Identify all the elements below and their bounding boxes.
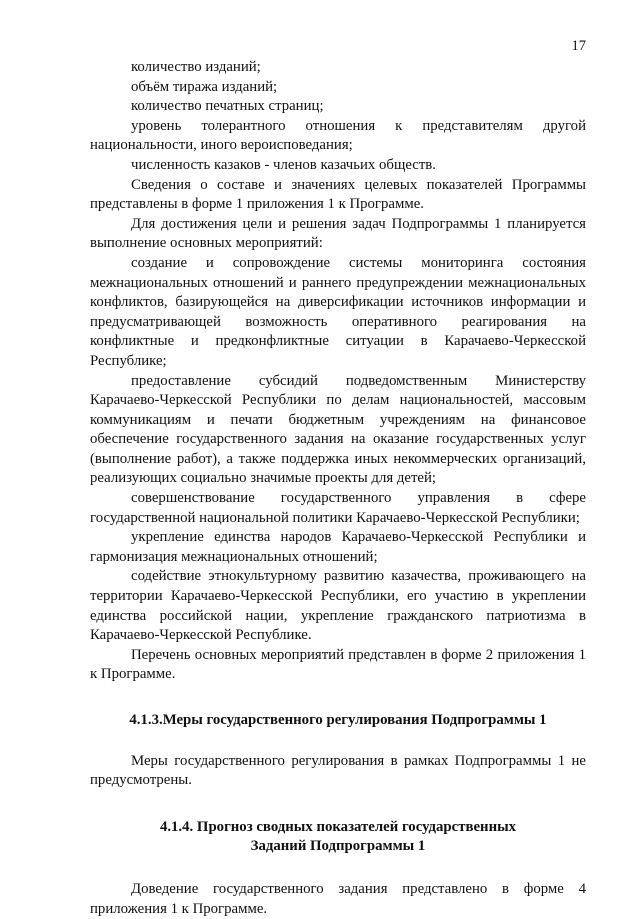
section-heading-4-1-3: 4.1.3.Меры государственного регулирования Подпрограммы 1: [129, 712, 547, 728]
paragraph: численность казаков - членов казачьих обществ.: [131, 156, 436, 173]
section-heading-4-1-4: [90, 818, 586, 857]
paragraph: количество печатных страниц;: [131, 98, 324, 115]
paragraph: уровень толерантного отношения к представителям другой национальности, иного вероисповедания;: [90, 117, 586, 154]
paragraph: количество изданий;: [131, 59, 261, 75]
paragraph: предоставление субсидий подведомственным Министерству Карачаево-Черкесской Республики по делам национальностей, массовым коммуникациям и печати бюджетным учреждениям на финансовое обеспечение государственного задания на оказание государственных услуг (выполнение работ), а также поддержка иных некоммерческих организаций, реализующих социально значимые проекты для детей;: [90, 372, 586, 487]
paragraph: Доведение государственного задания представлено в форме 4 приложения 1 к Программе.: [90, 880, 586, 917]
paragraph: укрепление единства народов Карачаево-Черкесской Республики и гармонизация межнациональных отношений;: [90, 529, 586, 565]
paragraph: создание и сопровождение системы мониторинга состояния межнациональных отношений и раннего предупреждении межнациональных конфликтов, базирующейся на диверсификации источников информации и предусматривающей возможность оперативного реагирования на конфликтные и предконфликтные ситуации в Карачаево-Черкесской Республике;: [90, 254, 586, 369]
paragraph: объём тиража изданий;: [131, 78, 278, 95]
paragraph: совершенствование государственного управления в сфере государственной национальной политики Карачаево-Черкесской Республики;: [90, 490, 586, 526]
paragraph: Сведения о составе и значениях целевых показателей Программы представлены в форме 1 приложения 1 к Программе.: [90, 176, 586, 213]
paragraph: Меры государственного регулирования в рамках Подпрограммы 1 не предусмотрены.: [90, 752, 586, 789]
page-number: 17: [571, 38, 586, 54]
paragraph: содействие этнокультурному развитию казачества, проживающего на территории Карачаево-Черкесской Республики, его участию в укреплении единства российской нации, укрепление гражданского патриотизма в Карачаево-Черкесской Республике.: [90, 568, 586, 644]
paragraph: Для достижения цели и решения задач Подпрограммы 1 планируется выполнение основных мероприятий:: [90, 215, 586, 252]
heading-line: Заданий Подпрограммы 1: [250, 838, 426, 855]
paragraph: Перечень основных мероприятий представлен в форме 2 приложения 1 к Программе.: [90, 646, 586, 683]
document-body: [90, 58, 586, 919]
heading-line: 4.1.4. Прогноз сводных показателей государственных: [159, 818, 517, 835]
